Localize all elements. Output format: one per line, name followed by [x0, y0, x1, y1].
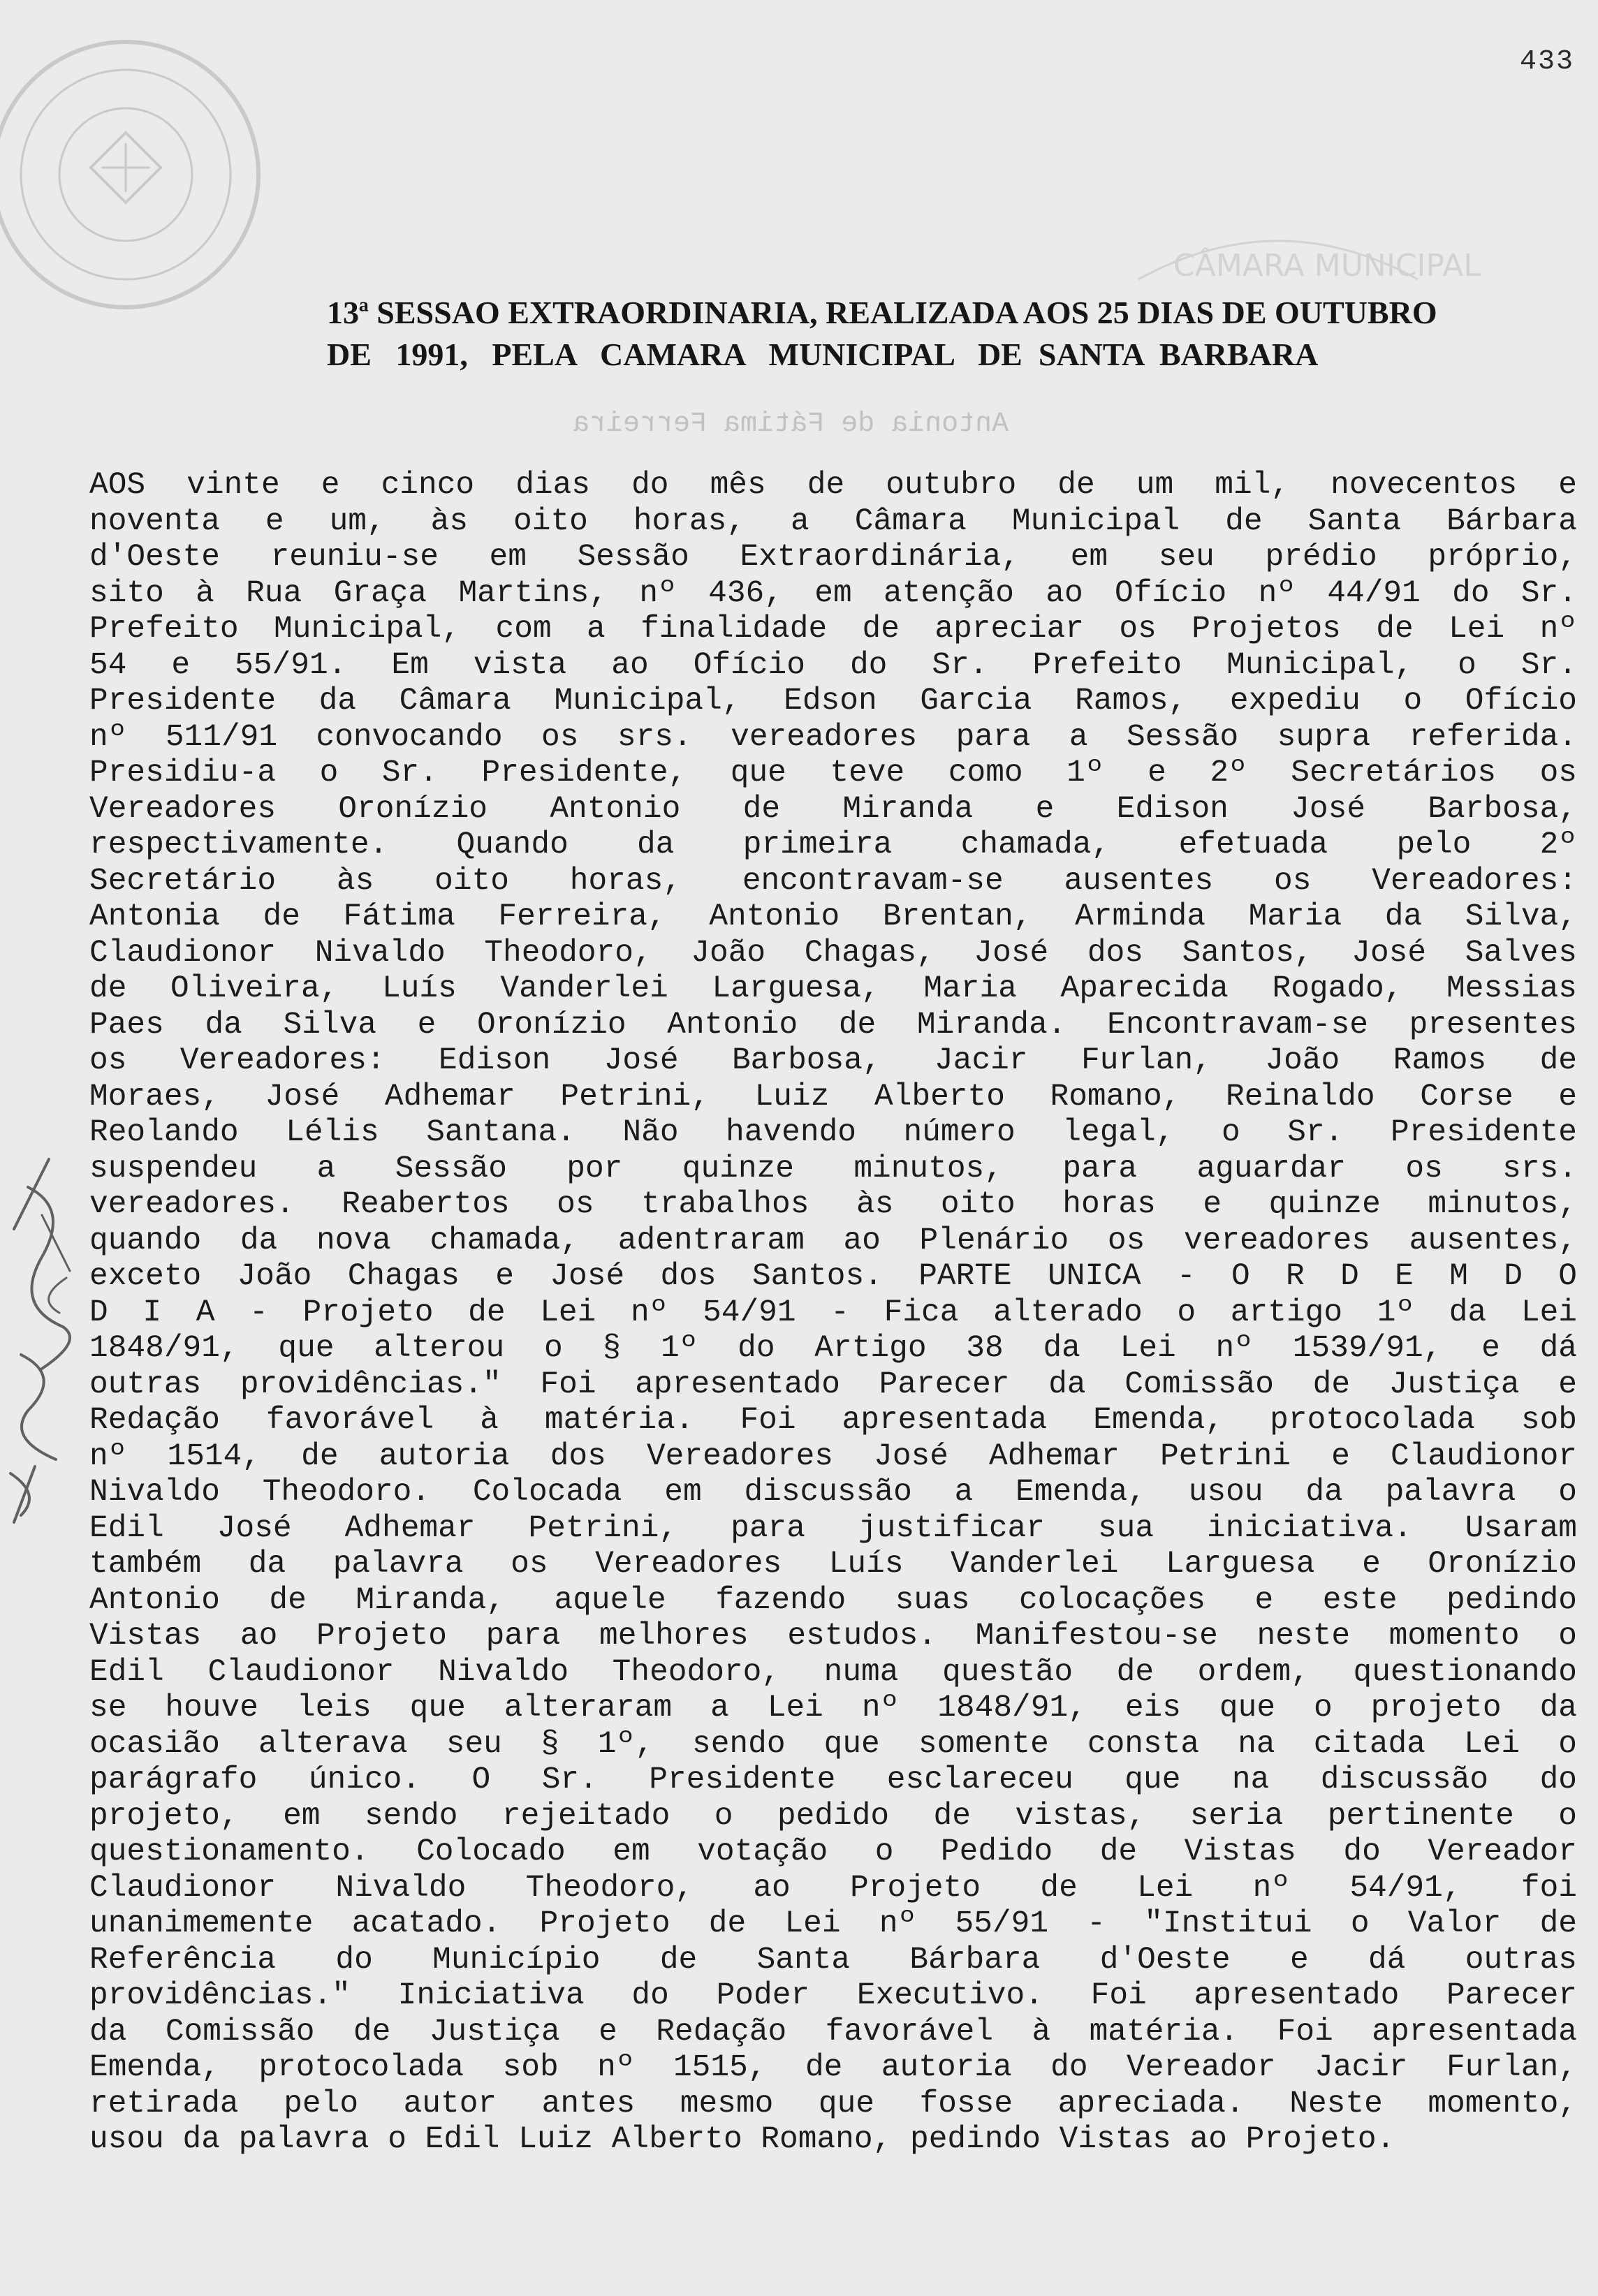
body-line: Antonia de Fátima Ferreira, Antonio Brentan, Arminda Maria da Silva, [89, 899, 1577, 934]
body-line: também da palavra os Vereadores Luís Vanderlei Larguesa e Oronízio [89, 1547, 1577, 1582]
body-line: Emenda, protocolada sob nº 1515, de autoria do Vereador Jacir Furlan, [89, 2050, 1577, 2085]
body-line: outras providências." Foi apresentado Parecer da Comissão de Justiça e [89, 1367, 1577, 1402]
body-line: projeto, em sendo rejeitado o pedido de vistas, seria pertinente o [89, 1798, 1577, 1834]
body-line: Vistas ao Projeto para melhores estudos. Manifestou-se neste momento o [89, 1619, 1577, 1654]
body-line: quando da nova chamada, adentraram ao Plenário os vereadores ausentes, [89, 1223, 1577, 1258]
body-line: AOS vinte e cinco dias do mês de outubro de um mil, novecentos e [89, 468, 1577, 503]
body-line: 1848/91, que alterou o § 1º do Artigo 38 da Lei nº 1539/91, e dá [89, 1331, 1577, 1366]
body-line: respectivamente. Quando da primeira chamada, efetuada pelo 2º [89, 827, 1577, 862]
svg-text:CÂMARA MUNICIPAL: CÂMARA MUNICIPAL [1173, 248, 1481, 284]
body-line: D I A - Projeto de Lei nº 54/91 - Fica alterado o artigo 1º da Lei [89, 1295, 1577, 1330]
body-line: parágrafo único. O Sr. Presidente esclareceu que na discussão do [89, 1763, 1577, 1797]
body-line: usou da palavra o Edil Luiz Alberto Romano, pedindo Vistas ao Projeto. [89, 2122, 1395, 2157]
body-line: se houve leis que alteraram a Lei nº 1848/91, eis que o projeto da [89, 1691, 1577, 1725]
body-line: Moraes, José Adhemar Petrini, Luiz Alberto Romano, Reinaldo Corse e [89, 1079, 1577, 1114]
municipal-seal-stamp [0, 28, 272, 321]
body-line: sito à Rua Graça Martins, nº 436, em atenção ao Ofício nº 44/91 do Sr. [89, 575, 1577, 611]
body-line: Presidiu-a o Sr. Presidente, que teve como 1º e 2º Secretários os [89, 756, 1577, 790]
body-line: Vereadores Oronízio Antonio de Miranda e Edison José Barbosa, [89, 791, 1577, 827]
body-line: Antonio de Miranda, aquele fazendo suas colocações e este pedindo [89, 1582, 1577, 1618]
margin-signature [0, 1145, 91, 1536]
faint-stamp-mark [1131, 209, 1481, 293]
body-line: de Oliveira, Luís Vanderlei Larguesa, Maria Aparecida Rogado, Messias [89, 971, 1577, 1006]
body-line: retirada pelo autor antes mesmo que fosse apreciada. Neste momento, [89, 2086, 1577, 2121]
body-line: da Comissão de Justiça e Redação favorável à matéria. Foi apresentada [89, 2014, 1577, 2050]
title-line-1: 13ª SESSAO EXTRAORDINARIA, REALIZADA AOS 25 DIAS DE OUTUBRO [327, 295, 1437, 330]
body-line: os Vereadores: Edison José Barbosa, Jacir Furlan, João Ramos de [89, 1043, 1577, 1078]
body-line: exceto João Chagas e José dos Santos. PARTE UNICA - O R D E M D O [89, 1259, 1577, 1294]
body-line: Presidente da Câmara Municipal, Edson Garcia Ramos, expediu o Ofício [89, 684, 1577, 719]
body-line: nº 511/91 convocando os srs. vereadores para a Sessão supra referida. [89, 719, 1577, 755]
body-line: Reolando Lélis Santana. Não havendo número legal, o Sr. Presidente [89, 1115, 1577, 1150]
body-line: d'Oeste reuniu-se em Sessão Extraordinária, em seu prédio próprio, [89, 540, 1577, 575]
body-line: unanimemente acatado. Projeto de Lei nº 55/91 - "Institui o Valor de [89, 1906, 1577, 1941]
body-line: Redação favorável à matéria. Foi apresentada Emenda, protocolada sob [89, 1403, 1577, 1438]
body-line: ocasião alterava seu § 1º, sendo que somente consta na citada Lei o [89, 1726, 1577, 1762]
title-line-2: DE 1991, PELA CAMARA MUNICIPAL DE SANTA BARBARA [327, 337, 1319, 372]
minutes-body [89, 468, 1577, 2158]
body-line: Edil José Adhemar Petrini, para justificar sua iniciativa. Usaram [89, 1510, 1577, 1546]
bleed-through-text: Antonia de Fátima Ferreira [573, 409, 1009, 440]
body-line: Prefeito Municipal, com a finalidade de apreciar os Projetos de Lei nº [89, 612, 1577, 647]
body-line: Secretário às oito horas, encontravam-se ausentes os Vereadores: [89, 863, 1577, 899]
body-line: Referência do Município de Santa Bárbara d'Oeste e dá outras [89, 1942, 1577, 1978]
body-line: providências." Iniciativa do Poder Executivo. Foi apresentado Parecer [89, 1978, 1577, 2013]
body-line: Paes da Silva e Oronízio Antonio de Miranda. Encontravam-se presentes [89, 1007, 1577, 1043]
body-line: noventa e um, às oito horas, a Câmara Municipal de Santa Bárbara [89, 503, 1577, 539]
session-title [327, 292, 1577, 376]
body-line: questionamento. Colocado em votação o Pedido de Vistas do Vereador [89, 1834, 1577, 1869]
body-line: Claudionor Nivaldo Theodoro, João Chagas, José dos Santos, José Salves [89, 935, 1577, 971]
body-line: nº 1514, de autoria dos Vereadores José Adhemar Petrini e Claudionor [89, 1438, 1577, 1474]
body-line: Edil Claudionor Nivaldo Theodoro, numa questão de ordem, questionando [89, 1654, 1577, 1690]
page-number: 433 [1519, 46, 1574, 78]
body-line: 54 e 55/91. Em vista ao Ofício do Sr. Prefeito Municipal, o Sr. [89, 647, 1577, 683]
body-line: Claudionor Nivaldo Theodoro, ao Projeto de Lei nº 54/91, foi [89, 1870, 1577, 1906]
body-line: Nivaldo Theodoro. Colocada em discussão a Emenda, usou da palavra o [89, 1475, 1577, 1510]
body-line: vereadores. Reabertos os trabalhos às oito horas e quinze minutos, [89, 1187, 1577, 1222]
body-line: suspendeu a Sessão por quinze minutos, para aguardar os srs. [89, 1151, 1577, 1186]
